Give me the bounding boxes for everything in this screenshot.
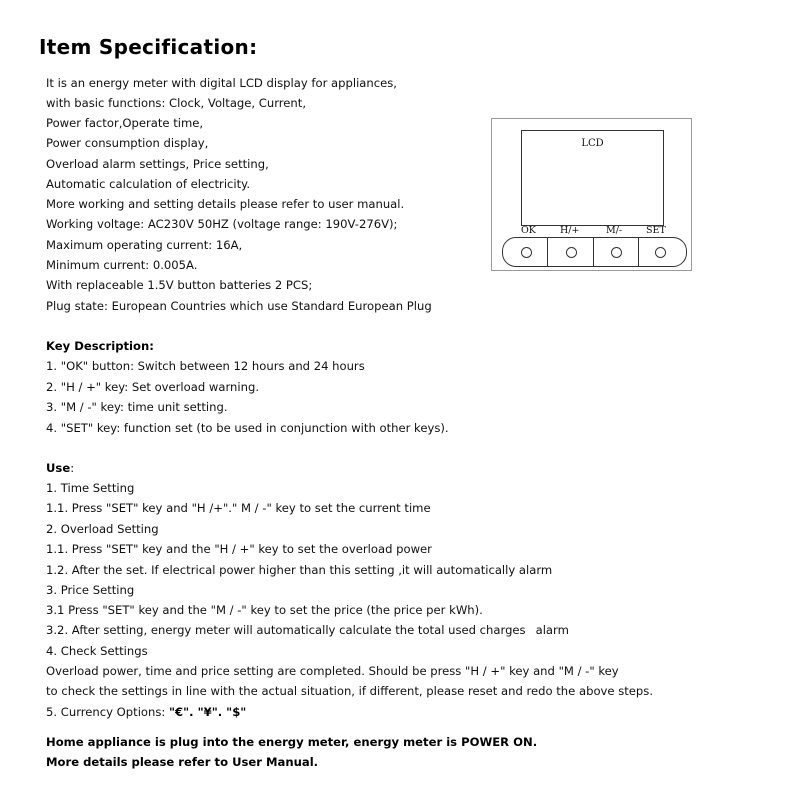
spec-line: with basic functions: Clock, Voltage, Current,: [46, 96, 307, 110]
use-line: 4. Check Settings: [46, 644, 148, 658]
spec-line: More working and setting details please refer to user manual.: [46, 197, 405, 211]
use-line: 1.1. Press "SET" key and "H /+"." M / -" key to set the current time: [46, 501, 431, 515]
spec-line: Working voltage: AC230V 50HZ (voltage range: 190V-276V);: [46, 217, 398, 231]
use-heading: [46, 461, 74, 475]
spec-line: Power consumption display,: [46, 136, 209, 150]
spec-line: Minimum current: 0.005A.: [46, 258, 198, 272]
ok-button-icon: [521, 247, 532, 258]
spec-line: Plug state: European Countries which use Standard European Plug: [46, 299, 432, 313]
m-minus-button-icon: [611, 247, 622, 258]
use-line: 3. Price Setting: [46, 583, 135, 597]
button-panel: [502, 237, 687, 267]
use-line: 2. Overload Setting: [46, 522, 159, 536]
currency-values: "€". "¥". "$": [169, 705, 247, 719]
energy-meter-diagram: [491, 118, 692, 271]
spec-line: Maximum operating current: 16A,: [46, 238, 243, 252]
spec-line: With replaceable 1.5V button batteries 2 PCS;: [46, 278, 313, 292]
button-label-m-minus: M/-: [606, 225, 623, 236]
spec-line: Overload alarm settings, Price setting,: [46, 157, 269, 171]
use-heading-colon: :: [70, 461, 75, 475]
use-line: [46, 623, 569, 637]
spec-line: It is an energy meter with digital LCD display for appliances,: [46, 76, 397, 90]
spec-line: Power factor,Operate time,: [46, 116, 204, 130]
page-title: Item Specification:: [39, 35, 258, 59]
button-divider: [593, 238, 594, 266]
use-line: to check the settings in line with the actual situation, if different, please reset and redo the above steps.: [46, 684, 654, 698]
use-line: 3.1 Press "SET" key and the "M / -" key to set the price (the price per kWh).: [46, 603, 483, 617]
key-description-item: 1. "OK" button: Switch between 12 hours and 24 hours: [46, 359, 365, 373]
lcd-screen: [521, 130, 664, 226]
key-description-heading: Key Description:: [46, 339, 154, 353]
button-label-ok: OK: [521, 225, 536, 236]
alarm-suffix: alarm: [535, 623, 569, 637]
use-line-text: 3.2. After setting, energy meter will automatically calculate the total used charges: [46, 623, 526, 637]
button-label-set: SET: [646, 225, 666, 236]
key-description-item: 3. "M / -" key: time unit setting.: [46, 400, 228, 414]
key-description-item: 2. "H / +" key: Set overload warning.: [46, 380, 260, 394]
footer-line: Home appliance is plug into the energy meter, energy meter is POWER ON.: [46, 735, 538, 749]
use-heading-label: Use: [46, 461, 71, 475]
button-divider: [638, 238, 639, 266]
currency-label: 5. Currency Options:: [46, 705, 166, 719]
button-label-h-plus: H/+: [560, 225, 580, 236]
key-description-item: 4. "SET" key: function set (to be used in conjunction with other keys).: [46, 421, 449, 435]
h-plus-button-icon: [566, 247, 577, 258]
use-line: 1.2. After the set. If electrical power higher than this setting ,it will automatically alarm: [46, 563, 553, 577]
use-line: 1. Time Setting: [46, 481, 135, 495]
use-line: Overload power, time and price setting are completed. Should be press "H / +" key and "M / -" key: [46, 664, 619, 678]
spec-line: Automatic calculation of electricity.: [46, 177, 251, 191]
use-line: 1.1. Press "SET" key and the "H / +" key to set the overload power: [46, 542, 432, 556]
button-divider: [547, 238, 548, 266]
footer-line: More details please refer to User Manual.: [46, 755, 319, 769]
use-line: [46, 705, 246, 719]
set-button-icon: [655, 247, 666, 258]
lcd-label: LCD: [581, 138, 604, 149]
